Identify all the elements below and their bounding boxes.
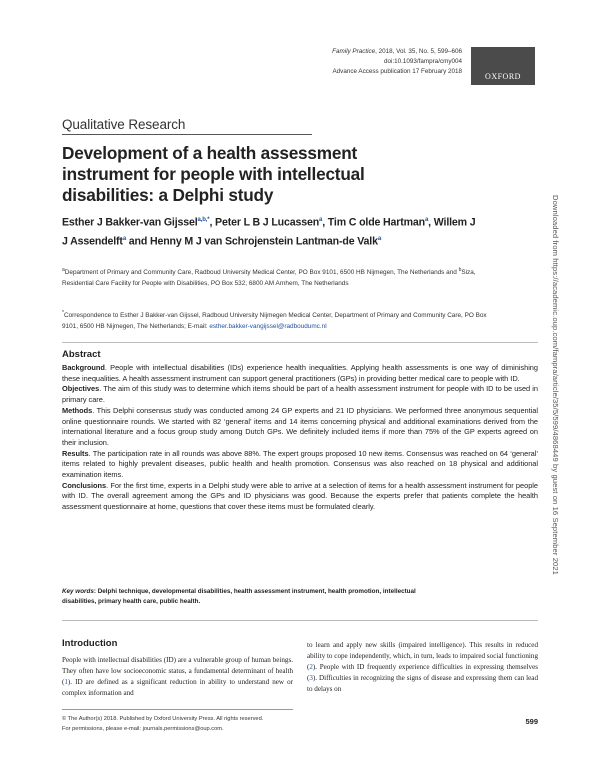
author-separator: , [322,216,328,229]
journal-volume-line [202,47,462,57]
journal-volume-issue: , 2018, Vol. 35, No. 5, 599–606 [375,48,462,55]
abstract-divider-top [62,342,538,343]
affiliations [62,265,492,289]
correspondence-text: Correspondence to Esther J Bakker-van Gijssel, Radboud University Nijmegen Medical Center, Department of Primary and Community Care, PO Box 9101, 6500 HB Nijmegen, The Netherlands; E-mail: [62,312,487,330]
corresponding-marker[interactable]: * [207,217,210,223]
reference-link[interactable]: 3 [309,674,313,682]
body-text: ). ID are defined as a significant reduction in ability to understand new or complex information and [62,678,293,697]
journal-citation [202,47,462,77]
introduction-right-column [307,640,538,695]
footer-divider [62,709,293,710]
body-text: People with intellectual disabilities (ID) are a vulnerable group of human beings. They often have low socioeconomic status, a fundamental determinant of health ( [62,656,293,686]
abstract-divider-bottom [62,620,538,621]
author-name: Tim C olde Hartman [327,216,425,229]
abstract-text: . For the first time, experts in a Delphi study were able to arrive at a selection of items for a health assessment instrument for people with ID. The overall agreement among the GPs and ID physicians was good. Because the experts prefer that patients complete the health assessment questionnaire at home, questions that cover these items must be formulated clearly. [62,480,538,512]
abstract-methods [62,406,538,449]
section-divider [62,134,312,135]
corresponding-label: * [62,310,64,316]
affiliation-marker[interactable]: a [424,217,429,223]
author-name: Esther J Bakker-van Gijssel [62,216,198,229]
abstract-body [62,363,538,513]
correspondence [62,308,492,332]
author-separator: , [209,216,216,229]
abstract-text: . This Delphi consensus study was conducted among 24 GP experts and 21 ID physicians. We performed three anonymous sequential online questionnaire rounds. We started with 82 ‘general’ items and 14 items concerning physical and additional examinations derived from the international literature and a focus group study among Dutch GPs. We definitely included items if more than 75% of the GP experts agreed on their inclusion. [62,405,538,447]
affiliation-label: a [62,267,65,273]
reference-link[interactable]: 1 [64,678,68,686]
reference-link[interactable]: 2 [309,663,313,671]
affiliation-text: Department of Primary and Community Care, Radboud University Medical Center, PO Box 9101, 6500 HB Nijmegen, The Netherlands and [64,269,459,277]
article-title: Development of a health assessment instrument for people with intellectual disabilities: a Delphi study [62,143,365,205]
section-label: Qualitative Research [62,117,186,132]
abstract-background [62,363,538,384]
introduction-heading: Introduction [62,638,118,649]
doi[interactable]: doi:10.1093/fampra/cmy004 [383,58,462,65]
affiliation-marker[interactable]: a [122,235,126,242]
download-watermark: Downloaded from https://academic.oup.com/fampra/article/35/5/599/4868449 by guest on 16 September 2021 [551,195,560,575]
abstract-label: Methods [62,405,93,415]
author-separator: , [428,216,434,229]
abstract-conclusions [62,481,538,513]
correspondence-email-link[interactable]: esther.bakker-vangijssel@radboudumc.nl [209,322,327,330]
affiliation-label: b [458,267,462,273]
affiliation-marker[interactable]: a [377,235,382,242]
affiliation-marker[interactable]: a,b, [197,217,208,223]
keywords-text: : Delphi technique, developmental disabilities, health assessment instrument, health promotion, intellectual disabilities, primary health care, public health. [62,588,416,605]
affiliation-marker[interactable]: a [319,217,323,223]
abstract-text: . People with intellectual disabilities (IDs) experience health inequalities. Applying health assessments is one way of diminishing these inequalities. A health assessment instrument can support general practitioners (GPs) in providing better medical care to people with ID. [62,363,538,383]
oxford-logo [471,47,535,85]
oxford-logo-text: OXFORD [485,72,521,81]
introduction-left-column [62,655,293,699]
author-name: Peter L B J Lucassen [215,216,320,229]
abstract-heading: Abstract [62,349,101,360]
author-list [62,212,482,249]
permissions-notice: For permissions, please e-mail: journals.permissions@oup.com. [62,726,224,732]
abstract-label: Results [62,448,89,458]
keywords-label: Key words [62,588,94,595]
abstract-label: Objectives [62,384,100,394]
page-number: 599 [525,717,538,726]
abstract-label: Conclusions [62,480,107,490]
affiliation-text: Siza, Residential Care Facility for People with Disabilities, PO Box 532, 6800 AM Arnhem, The Netherlands [62,269,476,287]
author-name: Willem J J Assendelft [62,216,476,248]
journal-name: Family Practice [332,48,376,55]
author-separator: and [126,235,150,248]
footer [62,714,362,734]
abstract-results [62,449,538,481]
abstract-label: Background [62,363,105,372]
abstract-objectives [62,384,538,405]
keywords [62,587,422,607]
abstract-text: . The aim of this study was to determine which items should be part of a health assessment instrument for people with ID to be used in primary care. [62,384,538,405]
body-text: to learn and apply new skills (impaired intelligence). This results in reduced ability to cope independently, which, in turn, leads to impaired social functioning ( [307,641,538,671]
body-text: ). Difficulties in recognizing the signs of disease and expressing them can lead to delays on [307,674,538,693]
copyright-notice: © The Author(s) 2018. Published by Oxford University Press. All rights reserved. [62,716,264,722]
advance-access-date: Advance Access publication 17 February 2018 [332,68,462,75]
body-text: ). People with ID frequently experience difficulties in expressing themselves ( [307,663,538,682]
author-name: Henny M J van Schrojenstein Lantman-de Valk [149,235,378,248]
abstract-text: . The participation rate in all rounds was above 88%. The expert groups proposed 10 new items. Consensus was reached on 64 ‘general’ items related to highly prevalent diseases, public health and health promotion. Consensus was also reached on 18 physical and additional examination items. [62,448,538,480]
